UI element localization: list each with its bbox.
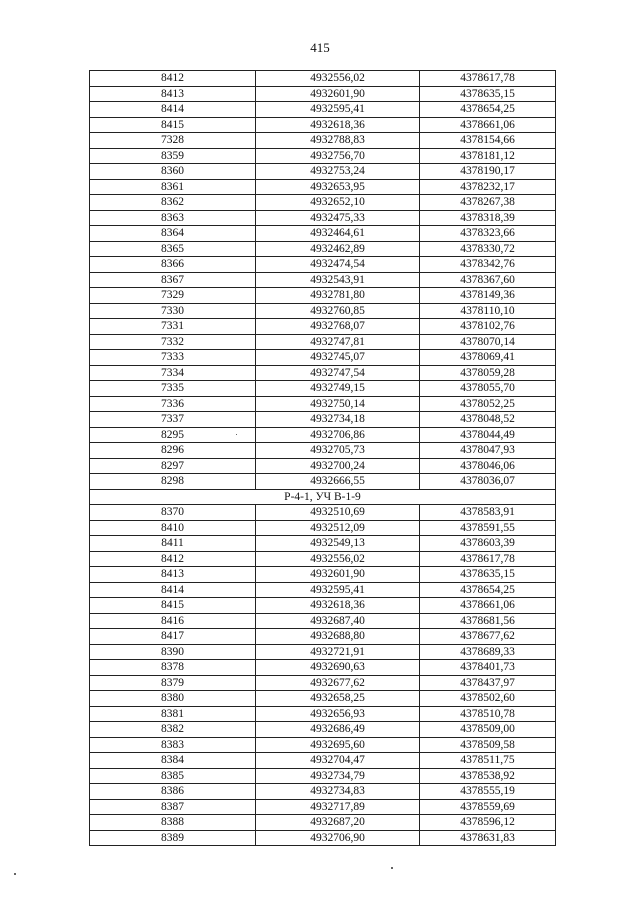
table-row bbox=[90, 148, 556, 164]
point-number-cell: 8389 bbox=[90, 830, 256, 846]
x-coordinate-cell: 4932706,90 bbox=[256, 830, 420, 846]
y-coordinate-cell: 4378596,12 bbox=[420, 815, 556, 831]
point-number-cell: 8361 bbox=[90, 179, 256, 195]
table-row bbox=[90, 412, 556, 428]
point-number-cell: 8378 bbox=[90, 660, 256, 676]
x-coordinate-cell: 4932705,73 bbox=[256, 443, 420, 459]
table-row bbox=[90, 582, 556, 598]
x-coordinate-cell: 4932686,49 bbox=[256, 722, 420, 738]
table-row bbox=[90, 226, 556, 242]
table-row bbox=[90, 722, 556, 738]
y-coordinate-cell: 4378046,06 bbox=[420, 458, 556, 474]
x-coordinate-cell: 4932747,81 bbox=[256, 334, 420, 350]
point-number-cell: 8415 bbox=[90, 598, 256, 614]
point-number-cell: 8385 bbox=[90, 768, 256, 784]
x-coordinate-cell: 4932601,90 bbox=[256, 567, 420, 583]
table-row bbox=[90, 675, 556, 691]
table-row bbox=[90, 536, 556, 552]
point-number-cell: 7330 bbox=[90, 303, 256, 319]
coordinates-table-body bbox=[90, 71, 556, 846]
x-coordinate-cell: 4932768,07 bbox=[256, 319, 420, 335]
point-number-cell: 7336 bbox=[90, 396, 256, 412]
y-coordinate-cell: 4378055,70 bbox=[420, 381, 556, 397]
x-coordinate-cell: 4932788,83 bbox=[256, 133, 420, 149]
point-number-cell: 8387 bbox=[90, 799, 256, 815]
point-number-cell: 8412 bbox=[90, 71, 256, 87]
x-coordinate-cell: 4932543,91 bbox=[256, 272, 420, 288]
x-coordinate-cell: 4932512,09 bbox=[256, 520, 420, 536]
y-coordinate-cell: 4378617,78 bbox=[420, 71, 556, 87]
y-coordinate-cell: 4378510,78 bbox=[420, 706, 556, 722]
y-coordinate-cell: 4378437,97 bbox=[420, 675, 556, 691]
point-number-cell: 8390 bbox=[90, 644, 256, 660]
y-coordinate-cell: 4378052,25 bbox=[420, 396, 556, 412]
y-coordinate-cell: 4378559,69 bbox=[420, 799, 556, 815]
x-coordinate-cell: 4932700,24 bbox=[256, 458, 420, 474]
table-row bbox=[90, 830, 556, 846]
table-row bbox=[90, 133, 556, 149]
scan-speck bbox=[391, 867, 393, 869]
table-row bbox=[90, 427, 556, 443]
table-row bbox=[90, 350, 556, 366]
point-number-cell: 8415 bbox=[90, 117, 256, 133]
table-row bbox=[90, 319, 556, 335]
y-coordinate-cell: 4378401,73 bbox=[420, 660, 556, 676]
x-coordinate-cell: 4932666,55 bbox=[256, 474, 420, 490]
point-number-cell: 8414 bbox=[90, 102, 256, 118]
y-coordinate-cell: 4378538,92 bbox=[420, 768, 556, 784]
point-number-cell: 8388 bbox=[90, 815, 256, 831]
point-number-cell: 8386 bbox=[90, 784, 256, 800]
point-number-cell: 8410 bbox=[90, 520, 256, 536]
x-coordinate-cell: 4932658,25 bbox=[256, 691, 420, 707]
section-label: Р-4-1, УЧ В-1-9 bbox=[90, 489, 556, 505]
x-coordinate-cell: 4932687,20 bbox=[256, 815, 420, 831]
table-row bbox=[90, 520, 556, 536]
table-row bbox=[90, 799, 556, 815]
point-number-cell: 8298 bbox=[90, 474, 256, 490]
point-number-cell: 8382 bbox=[90, 722, 256, 738]
point-number-cell: 8365 bbox=[90, 241, 256, 257]
point-number-cell: 7332 bbox=[90, 334, 256, 350]
y-coordinate-cell: 4378661,06 bbox=[420, 598, 556, 614]
x-coordinate-cell: 4932549,13 bbox=[256, 536, 420, 552]
x-coordinate-cell: 4932601,90 bbox=[256, 86, 420, 102]
x-coordinate-cell: 4932756,70 bbox=[256, 148, 420, 164]
y-coordinate-cell: 4378511,75 bbox=[420, 753, 556, 769]
table-row bbox=[90, 784, 556, 800]
point-number-cell: 7328 bbox=[90, 133, 256, 149]
y-coordinate-cell: 4378070,14 bbox=[420, 334, 556, 350]
table-row bbox=[90, 272, 556, 288]
y-coordinate-cell: 4378267,38 bbox=[420, 195, 556, 211]
x-coordinate-cell: 4932706,86 bbox=[256, 427, 420, 443]
point-number-cell: 7337 bbox=[90, 412, 256, 428]
y-coordinate-cell: 4378502,60 bbox=[420, 691, 556, 707]
y-coordinate-cell: 4378367,60 bbox=[420, 272, 556, 288]
table-row bbox=[90, 815, 556, 831]
x-coordinate-cell: 4932556,02 bbox=[256, 551, 420, 567]
x-coordinate-cell: 4932695,60 bbox=[256, 737, 420, 753]
y-coordinate-cell: 4378583,91 bbox=[420, 505, 556, 521]
y-coordinate-cell: 4378342,76 bbox=[420, 257, 556, 273]
table-row bbox=[90, 334, 556, 350]
x-coordinate-cell: 4932734,18 bbox=[256, 412, 420, 428]
coordinates-table bbox=[89, 70, 556, 846]
y-coordinate-cell: 4378232,17 bbox=[420, 179, 556, 195]
point-number-cell: 8416 bbox=[90, 613, 256, 629]
y-coordinate-cell: 4378631,83 bbox=[420, 830, 556, 846]
y-coordinate-cell: 4378323,66 bbox=[420, 226, 556, 242]
point-number-cell: 8381 bbox=[90, 706, 256, 722]
y-coordinate-cell: 4378036,07 bbox=[420, 474, 556, 490]
point-number-cell: 8411 bbox=[90, 536, 256, 552]
y-coordinate-cell: 4378110,10 bbox=[420, 303, 556, 319]
table-row bbox=[90, 303, 556, 319]
y-coordinate-cell: 4378603,39 bbox=[420, 536, 556, 552]
table-row bbox=[90, 551, 556, 567]
x-coordinate-cell: 4932753,24 bbox=[256, 164, 420, 180]
y-coordinate-cell: 4378635,15 bbox=[420, 567, 556, 583]
x-coordinate-cell: 4932462,89 bbox=[256, 241, 420, 257]
point-number-cell: 8413 bbox=[90, 86, 256, 102]
point-number-cell: 8359 bbox=[90, 148, 256, 164]
table-row bbox=[90, 474, 556, 490]
table-row bbox=[90, 567, 556, 583]
point-number-cell: 8362 bbox=[90, 195, 256, 211]
x-coordinate-cell: 4932750,14 bbox=[256, 396, 420, 412]
table-row bbox=[90, 598, 556, 614]
table-row bbox=[90, 737, 556, 753]
table-row bbox=[90, 505, 556, 521]
y-coordinate-cell: 4378681,56 bbox=[420, 613, 556, 629]
x-coordinate-cell: 4932510,69 bbox=[256, 505, 420, 521]
y-coordinate-cell: 4378509,58 bbox=[420, 737, 556, 753]
table-row bbox=[90, 365, 556, 381]
x-coordinate-cell: 4932677,62 bbox=[256, 675, 420, 691]
point-number-cell: 8360 bbox=[90, 164, 256, 180]
point-number-cell: 8383 bbox=[90, 737, 256, 753]
x-coordinate-cell: 4932653,95 bbox=[256, 179, 420, 195]
table-row bbox=[90, 629, 556, 645]
y-coordinate-cell: 4378181,12 bbox=[420, 148, 556, 164]
table-row bbox=[90, 288, 556, 304]
point-number-cell: 8295 bbox=[90, 427, 256, 443]
x-coordinate-cell: 4932747,54 bbox=[256, 365, 420, 381]
table-row bbox=[90, 102, 556, 118]
table-row bbox=[90, 179, 556, 195]
point-number-cell: 8367 bbox=[90, 272, 256, 288]
page-number: 415 bbox=[310, 40, 330, 55]
y-coordinate-cell: 4378555,19 bbox=[420, 784, 556, 800]
table-row bbox=[90, 753, 556, 769]
table-row bbox=[90, 257, 556, 273]
y-coordinate-cell: 4378617,78 bbox=[420, 551, 556, 567]
y-coordinate-cell: 4378044,49 bbox=[420, 427, 556, 443]
scan-speck bbox=[14, 873, 16, 875]
y-coordinate-cell: 4378047,93 bbox=[420, 443, 556, 459]
table-row bbox=[90, 396, 556, 412]
x-coordinate-cell: 4932734,83 bbox=[256, 784, 420, 800]
x-coordinate-cell: 4932745,07 bbox=[256, 350, 420, 366]
table-row bbox=[90, 381, 556, 397]
table-row bbox=[90, 71, 556, 87]
y-coordinate-cell: 4378661,06 bbox=[420, 117, 556, 133]
x-coordinate-cell: 4932687,40 bbox=[256, 613, 420, 629]
x-coordinate-cell: 4932734,79 bbox=[256, 768, 420, 784]
y-coordinate-cell: 4378154,66 bbox=[420, 133, 556, 149]
x-coordinate-cell: 4932656,93 bbox=[256, 706, 420, 722]
y-coordinate-cell: 4378059,28 bbox=[420, 365, 556, 381]
point-number-cell: 8297 bbox=[90, 458, 256, 474]
y-coordinate-cell: 4378149,36 bbox=[420, 288, 556, 304]
x-coordinate-cell: 4932690,63 bbox=[256, 660, 420, 676]
table-row bbox=[90, 210, 556, 226]
point-number-cell: 8412 bbox=[90, 551, 256, 567]
x-coordinate-cell: 4932475,33 bbox=[256, 210, 420, 226]
point-number-cell: 8413 bbox=[90, 567, 256, 583]
point-number-cell: 8296 bbox=[90, 443, 256, 459]
point-number-cell: 8366 bbox=[90, 257, 256, 273]
y-coordinate-cell: 4378635,15 bbox=[420, 86, 556, 102]
table-row bbox=[90, 691, 556, 707]
table-row bbox=[90, 443, 556, 459]
x-coordinate-cell: 4932556,02 bbox=[256, 71, 420, 87]
table-row bbox=[90, 660, 556, 676]
coordinates-table-container bbox=[89, 70, 555, 846]
x-coordinate-cell: 4932688,80 bbox=[256, 629, 420, 645]
table-row bbox=[90, 458, 556, 474]
point-number-cell: 7334 bbox=[90, 365, 256, 381]
x-coordinate-cell: 4932704,47 bbox=[256, 753, 420, 769]
point-number-cell: 8364 bbox=[90, 226, 256, 242]
x-coordinate-cell: 4932618,36 bbox=[256, 598, 420, 614]
y-coordinate-cell: 4378048,52 bbox=[420, 412, 556, 428]
point-number-cell: 7329 bbox=[90, 288, 256, 304]
y-coordinate-cell: 4378190,17 bbox=[420, 164, 556, 180]
x-coordinate-cell: 4932749,15 bbox=[256, 381, 420, 397]
y-coordinate-cell: 4378654,25 bbox=[420, 582, 556, 598]
point-number-cell: 8379 bbox=[90, 675, 256, 691]
table-row bbox=[90, 241, 556, 257]
scan-speck bbox=[236, 434, 237, 435]
y-coordinate-cell: 4378591,55 bbox=[420, 520, 556, 536]
x-coordinate-cell: 4932474,54 bbox=[256, 257, 420, 273]
x-coordinate-cell: 4932721,91 bbox=[256, 644, 420, 660]
x-coordinate-cell: 4932464,61 bbox=[256, 226, 420, 242]
point-number-cell: 7331 bbox=[90, 319, 256, 335]
y-coordinate-cell: 4378102,76 bbox=[420, 319, 556, 335]
x-coordinate-cell: 4932781,80 bbox=[256, 288, 420, 304]
x-coordinate-cell: 4932760,85 bbox=[256, 303, 420, 319]
table-row bbox=[90, 644, 556, 660]
point-number-cell: 8370 bbox=[90, 505, 256, 521]
table-row bbox=[90, 768, 556, 784]
y-coordinate-cell: 4378689,33 bbox=[420, 644, 556, 660]
y-coordinate-cell: 4378654,25 bbox=[420, 102, 556, 118]
x-coordinate-cell: 4932618,36 bbox=[256, 117, 420, 133]
table-row bbox=[90, 613, 556, 629]
x-coordinate-cell: 4932595,41 bbox=[256, 102, 420, 118]
table-row bbox=[90, 195, 556, 211]
point-number-cell: 8363 bbox=[90, 210, 256, 226]
y-coordinate-cell: 4378677,62 bbox=[420, 629, 556, 645]
point-number-cell: 8384 bbox=[90, 753, 256, 769]
point-number-cell: 8417 bbox=[90, 629, 256, 645]
point-number-cell: 7333 bbox=[90, 350, 256, 366]
y-coordinate-cell: 4378318,39 bbox=[420, 210, 556, 226]
x-coordinate-cell: 4932717,89 bbox=[256, 799, 420, 815]
table-row bbox=[90, 706, 556, 722]
point-number-cell: 7335 bbox=[90, 381, 256, 397]
y-coordinate-cell: 4378330,72 bbox=[420, 241, 556, 257]
point-number-cell: 8380 bbox=[90, 691, 256, 707]
x-coordinate-cell: 4932652,10 bbox=[256, 195, 420, 211]
y-coordinate-cell: 4378069,41 bbox=[420, 350, 556, 366]
point-number-cell: 8414 bbox=[90, 582, 256, 598]
x-coordinate-cell: 4932595,41 bbox=[256, 582, 420, 598]
table-row bbox=[90, 164, 556, 180]
table-row bbox=[90, 86, 556, 102]
table-row bbox=[90, 117, 556, 133]
y-coordinate-cell: 4378509,00 bbox=[420, 722, 556, 738]
section-header-row bbox=[90, 489, 556, 505]
